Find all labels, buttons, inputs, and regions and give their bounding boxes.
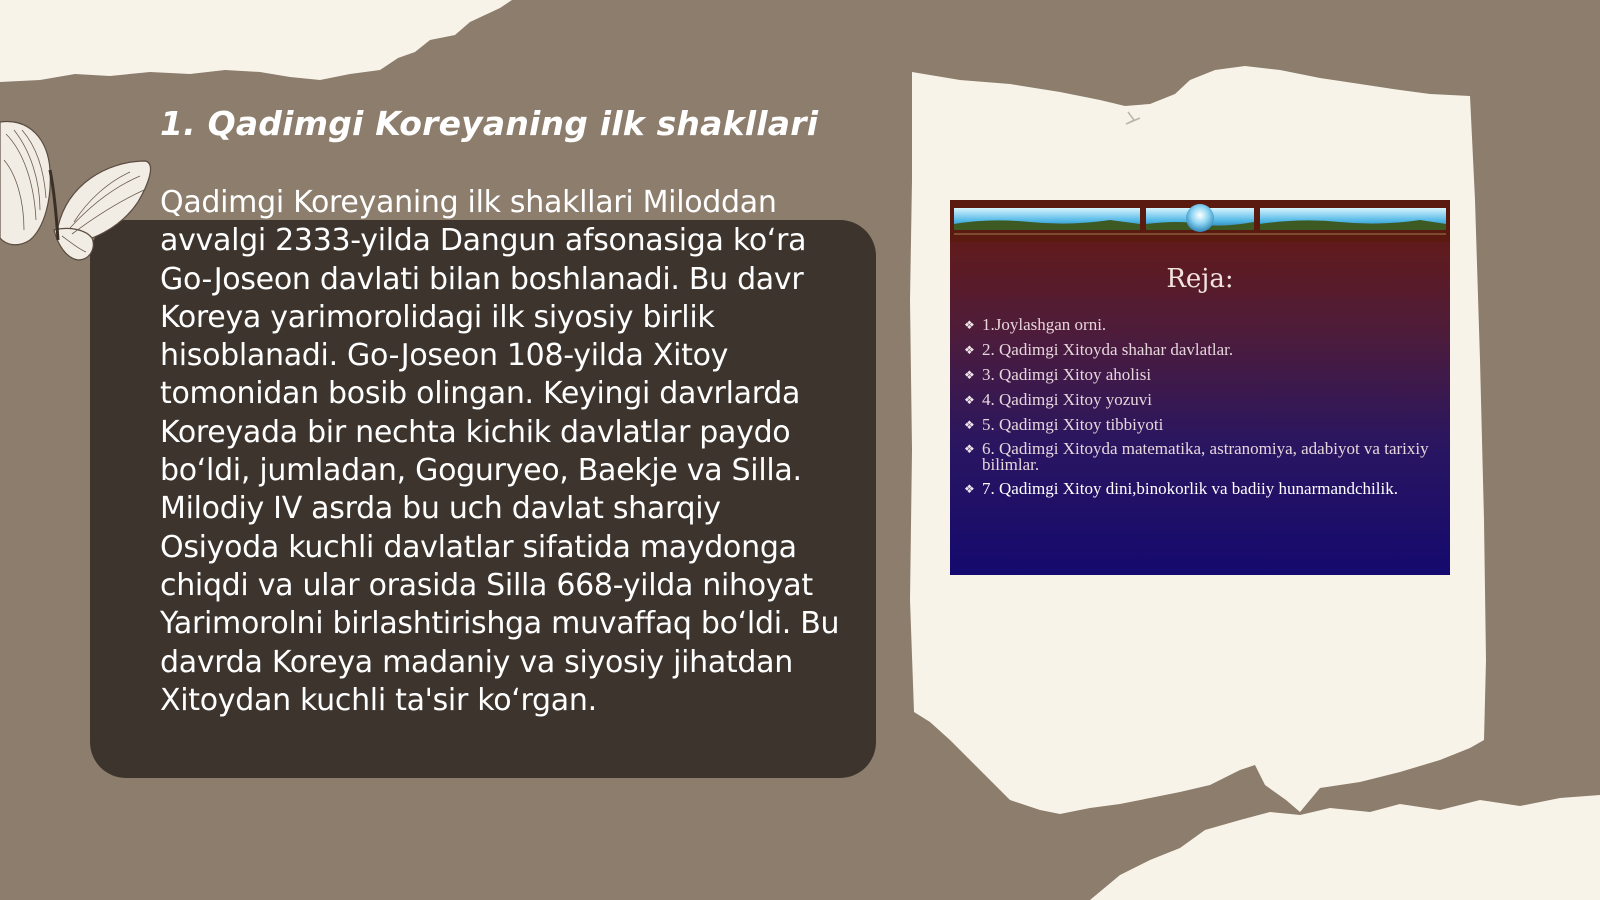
diamond-bullet-icon: ❖: [964, 482, 975, 496]
diamond-bullet-icon: ❖: [964, 442, 975, 456]
slide-list: [964, 316, 1444, 505]
slide-banner: [950, 200, 1450, 242]
slide-title: Reja:: [1166, 264, 1234, 294]
embedded-slide: [950, 200, 1450, 575]
page-title: 1. Qadimgi Koreyaning ilk shakllari: [160, 104, 819, 143]
diamond-bullet-icon: ❖: [964, 368, 975, 382]
list-item: ❖ 3. Qadimgi Xitoy aholisi: [964, 365, 1152, 384]
butterfly-icon: [0, 110, 170, 280]
list-item: ❖ 7. Qadimgi Xitoy dini,binokorlik va badiiy hunarmandchilik.: [964, 479, 1398, 498]
list-item: ❖ 6. Qadimgi Xitoyda matematika, astranomiya, adabiyot va tarixiy bilimlar.: [964, 439, 1429, 474]
list-item: ❖ 5. Qadimgi Xitoy tibbiyoti: [964, 415, 1164, 434]
body-paragraph: Qadimgi Koreyaning ilk shakllari Miloddan avvalgi 2333-yilda Dangun afsonasiga ko‘ra Go-Joseon davlati bilan boshlanadi. Bu davr Koreya yarimorolidagi ilk siyosiy birlik hisoblanadi. Go-Joseon 108-yilda Xitoy tomonidan bosib olingan. Keyingi davrlarda Koreyada bir nechta kichik davlatlar paydo bo‘ldi, jumladan, Goguryeo, Baekje va Silla. Milodiy IV asrda bu uch davlat sharqiy Osiyoda kuchli davlatlar sifatida maydonga chiqdi va ular orasida Silla 668-yilda nihoyat Yarimorolni birlashtirishga muvaffaq bo‘ldi. Bu davrda Koreya madaniy va siyosiy jihatdan Xitoydan kuchli ta'sir ko‘rgan.: [160, 185, 840, 718]
list-item: ❖ 2. Qadimgi Xitoyda shahar davlatlar.: [964, 340, 1234, 359]
list-item: ❖ 4. Qadimgi Xitoy yozuvi: [964, 390, 1152, 409]
list-item: ❖ 1.Joylashgan orni.: [964, 315, 1107, 334]
diamond-bullet-icon: ❖: [964, 418, 975, 432]
diamond-bullet-icon: ❖: [964, 343, 975, 357]
diamond-bullet-icon: ❖: [964, 318, 975, 332]
diamond-bullet-icon: ❖: [964, 393, 975, 407]
